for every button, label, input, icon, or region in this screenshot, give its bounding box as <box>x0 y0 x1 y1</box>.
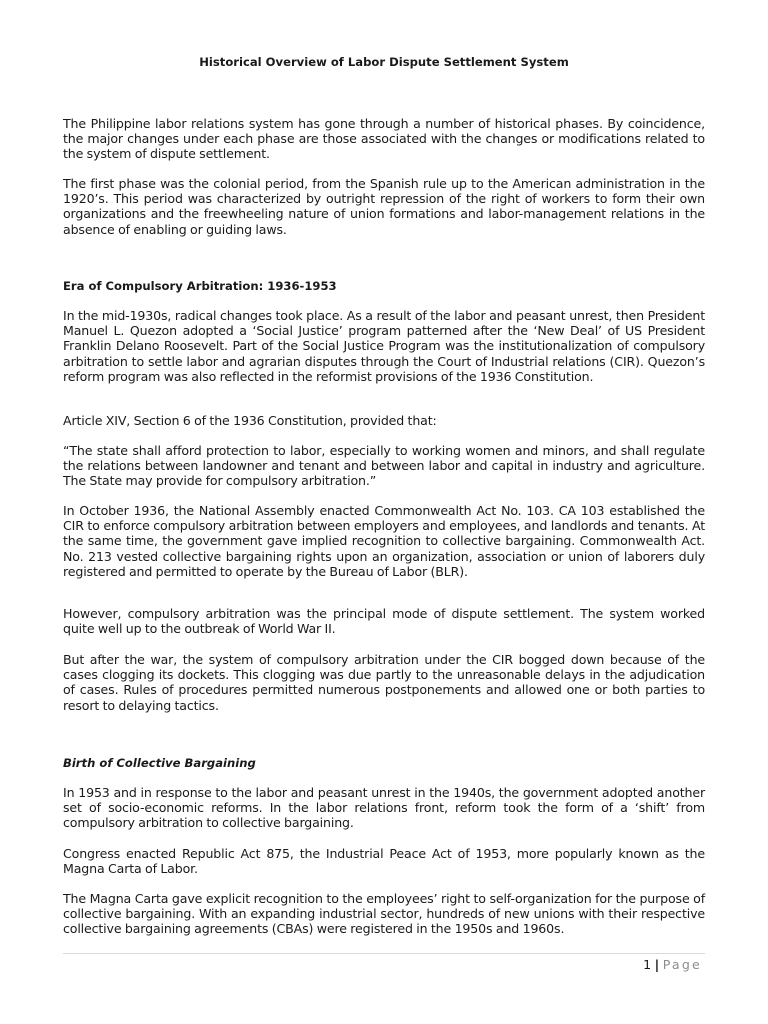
section-heading-compulsory-arbitration: Era of Compulsory Arbitration: 1936-1953 <box>63 279 337 293</box>
intro-paragraph-2: The first phase was the colonial period, from the Spanish rule up to the American administration in the 1920’s. This period was characterized by outright repression of the right of workers to form their own organizations and the freewheeling nature of union formations and labor-management relations in the absence of enabling or guiding laws. <box>63 176 705 237</box>
section-heading-collective-bargaining: Birth of Collective Bargaining <box>63 756 256 770</box>
page-footer <box>643 957 702 972</box>
section1-paragraph-5: But after the war, the system of compulsory arbitration under the CIR bogged down because of the cases clogging its dockets. This clogging was due partly to the unreasonable delays in the adjudication of cases. Rules of procedures permitted numerous postponements and allowed one or both parties to resort to delaying tactics. <box>63 652 705 713</box>
page-number: 1 <box>643 957 652 972</box>
section2-paragraph-1: In 1953 and in response to the labor and peasant unrest in the 1940s, the government adopted another set of socio-economic reforms. In the labor relations front, reform took the form of a ‘shift’ from compulsory arbitration to collective bargaining. <box>63 785 705 831</box>
section1-quote: “The state shall afford protection to labor, especially to working women and minors, and shall regulate the relations between landowner and tenant and between labor and capital in industry and agriculture. The State may provide for compulsory arbitration.” <box>63 443 705 489</box>
intro-paragraph-1: The Philippine labor relations system has gone through a number of historical phases. By coincidence, the major changes under each phase are those associated with the changes or modifications related to the system of dispute settlement. <box>63 116 705 162</box>
section1-paragraph-1: In the mid-1930s, radical changes took place. As a result of the labor and peasant unrest, then President Manuel L. Quezon adopted a ‘Social Justice’ program patterned after the ‘New Deal’ of US President Franklin Delano Roosevelt. Part of the Social Justice Program was the institutionalization of compulsory arbitration to settle labor and agrarian disputes through the Court of Industrial relations (CIR). Quezon’s reform program was also reflected in the reformist provisions of the 1936 Constitution. <box>63 308 705 384</box>
section1-paragraph-4: However, compulsory arbitration was the principal mode of dispute settlement. The system worked quite well up to the outbreak of World War II. <box>63 606 705 637</box>
document-page <box>63 0 705 1024</box>
footer-divider <box>63 953 705 954</box>
section2-paragraph-2: Congress enacted Republic Act 875, the Industrial Peace Act of 1953, more popularly known as the Magna Carta of Labor. <box>63 846 705 877</box>
section1-paragraph-2: Article XIV, Section 6 of the 1936 Constitution, provided that: <box>63 413 437 428</box>
page-label: Page <box>662 957 702 972</box>
document-title: Historical Overview of Labor Dispute Settlement System <box>199 55 569 69</box>
section1-paragraph-3: In October 1936, the National Assembly enacted Commonwealth Act No. 103. CA 103 established the CIR to enforce compulsory arbitration between employers and employees, and landlords and tenants. At the same time, the government gave implied recognition to collective bargaining. Commonwealth Act. No. 213 vested collective bargaining rights upon an organization, association or union of laborers duly registered and permitted to operate by the Bureau of Labor (BLR). <box>63 503 705 579</box>
footer-separator: | <box>654 957 660 972</box>
section2-paragraph-3: The Magna Carta gave explicit recognition to the employees’ right to self-organization for the purpose of collective bargaining. With an expanding industrial sector, hundreds of new unions with their respective collective bargaining agreements (CBAs) were registered in the 1950s and 1960s. <box>63 891 705 937</box>
